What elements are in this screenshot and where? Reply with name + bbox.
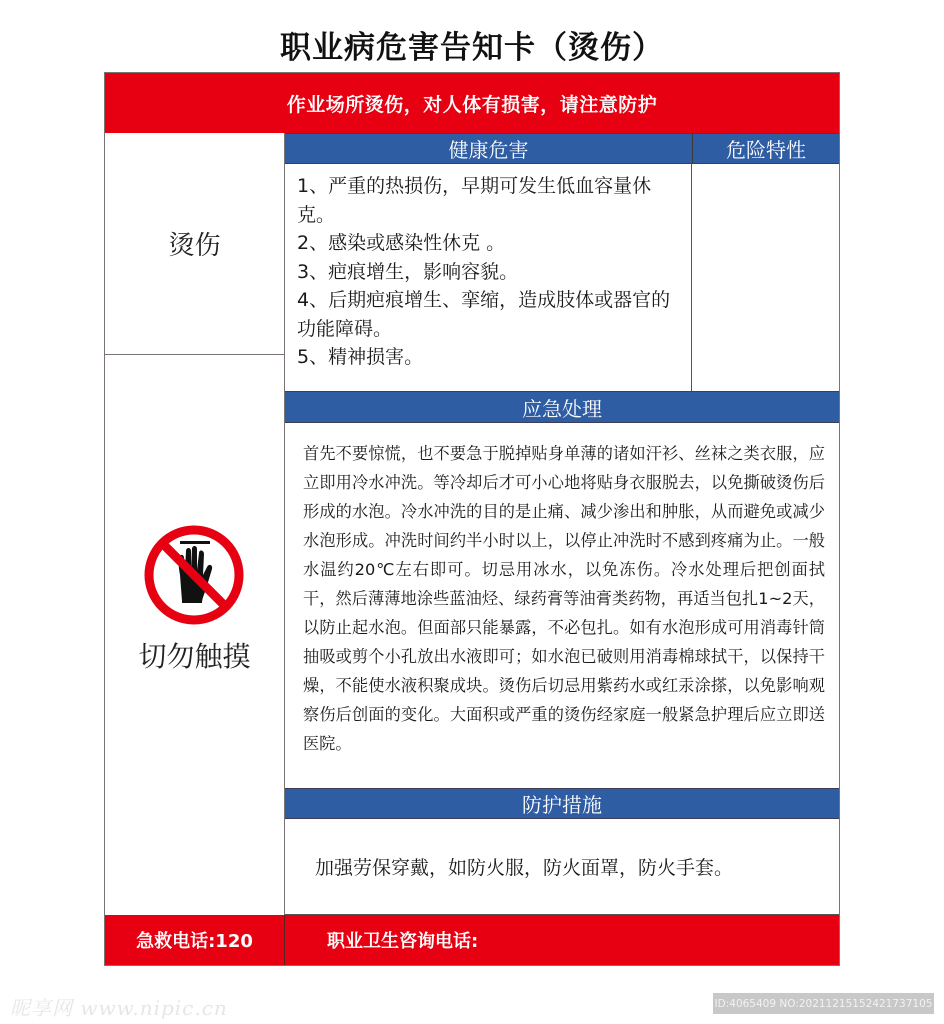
hazard-name: 烫伤 xyxy=(105,133,284,355)
danger-property-content xyxy=(692,164,839,391)
list-item: 5、精神损害。 xyxy=(297,346,424,368)
notice-card xyxy=(104,72,840,966)
sign-label: 切勿触摸 xyxy=(138,640,251,673)
protection-text: 加强劳保穿戴，如防火服，防火面罩，防火手套。 xyxy=(285,819,839,915)
emergency-phone: 急救电话:120 xyxy=(105,915,285,965)
list-item: 3、疤痕增生，影响容貌。 xyxy=(297,260,519,283)
watermark-logo: 昵享网 www.nipic.cn xyxy=(10,996,228,1020)
protection-header: 防护措施 xyxy=(285,788,839,819)
emergency-header: 应急处理 xyxy=(285,391,839,423)
card-title: 职业病危害告知卡（烫伤） xyxy=(280,30,664,66)
list-item: 4、后期疤痕增生、挛缩，造成肢体或器官的功能障碍。 xyxy=(297,289,671,340)
warning-banner: 作业场所烫伤，对人体有损害，请注意防护 xyxy=(105,73,839,133)
list-item: 2、感染或感染性休克 。 xyxy=(297,232,506,254)
emergency-text: 首先不要惊慌，也不要急于脱掉贴身单薄的诸如汗衫、丝袜之类衣服，应立即用冷水冲洗。等冷却后才可小心地将贴身衣服脱去，以免撕破烫伤后形成的水泡。冷水冲洗的目的是止痛、减少渗出和肿胀，从而避免或减少水泡形成。冲洗时间约半小时以上，以停止冲洗时不感到疼痛为止。一般水温约20℃左右即可。切忌用冰水，以免冻伤。冷水处理后把创面拭干，然后薄薄地涂些蓝油烃、绿药膏等油膏类药物，再适当包扎1~2天，以防止起水泡。但面部只能暴露，不必包扎。如有水泡形成可用消毒针筒抽吸或剪个小孔放出水液即可；如水泡已破则用消毒棉球拭干，以保持干燥，不能使水液积聚成块。烫伤后切忌用紫药水或红汞涂搽，以免影响观察伤后创面的变化。大面积或严重的烫伤经家庭一般紧急护理后应立即送医院。 xyxy=(303,444,825,753)
health-hazard-list xyxy=(285,164,692,391)
warning-sign-area xyxy=(105,355,284,915)
left-column xyxy=(105,133,285,915)
health-hazard-header: 健康危害 xyxy=(285,133,692,164)
footer-bar xyxy=(105,915,839,965)
no-touching-icon xyxy=(142,523,246,627)
list-item: 1、严重的热损伤，早期可发生低血容量休克。 xyxy=(297,175,652,226)
watermark-id: ID:4065409 NO:20211215152421737105 xyxy=(713,993,934,1014)
danger-property-header: 危险特性 xyxy=(692,133,839,164)
consult-phone: 职业卫生咨询电话: xyxy=(327,931,479,952)
